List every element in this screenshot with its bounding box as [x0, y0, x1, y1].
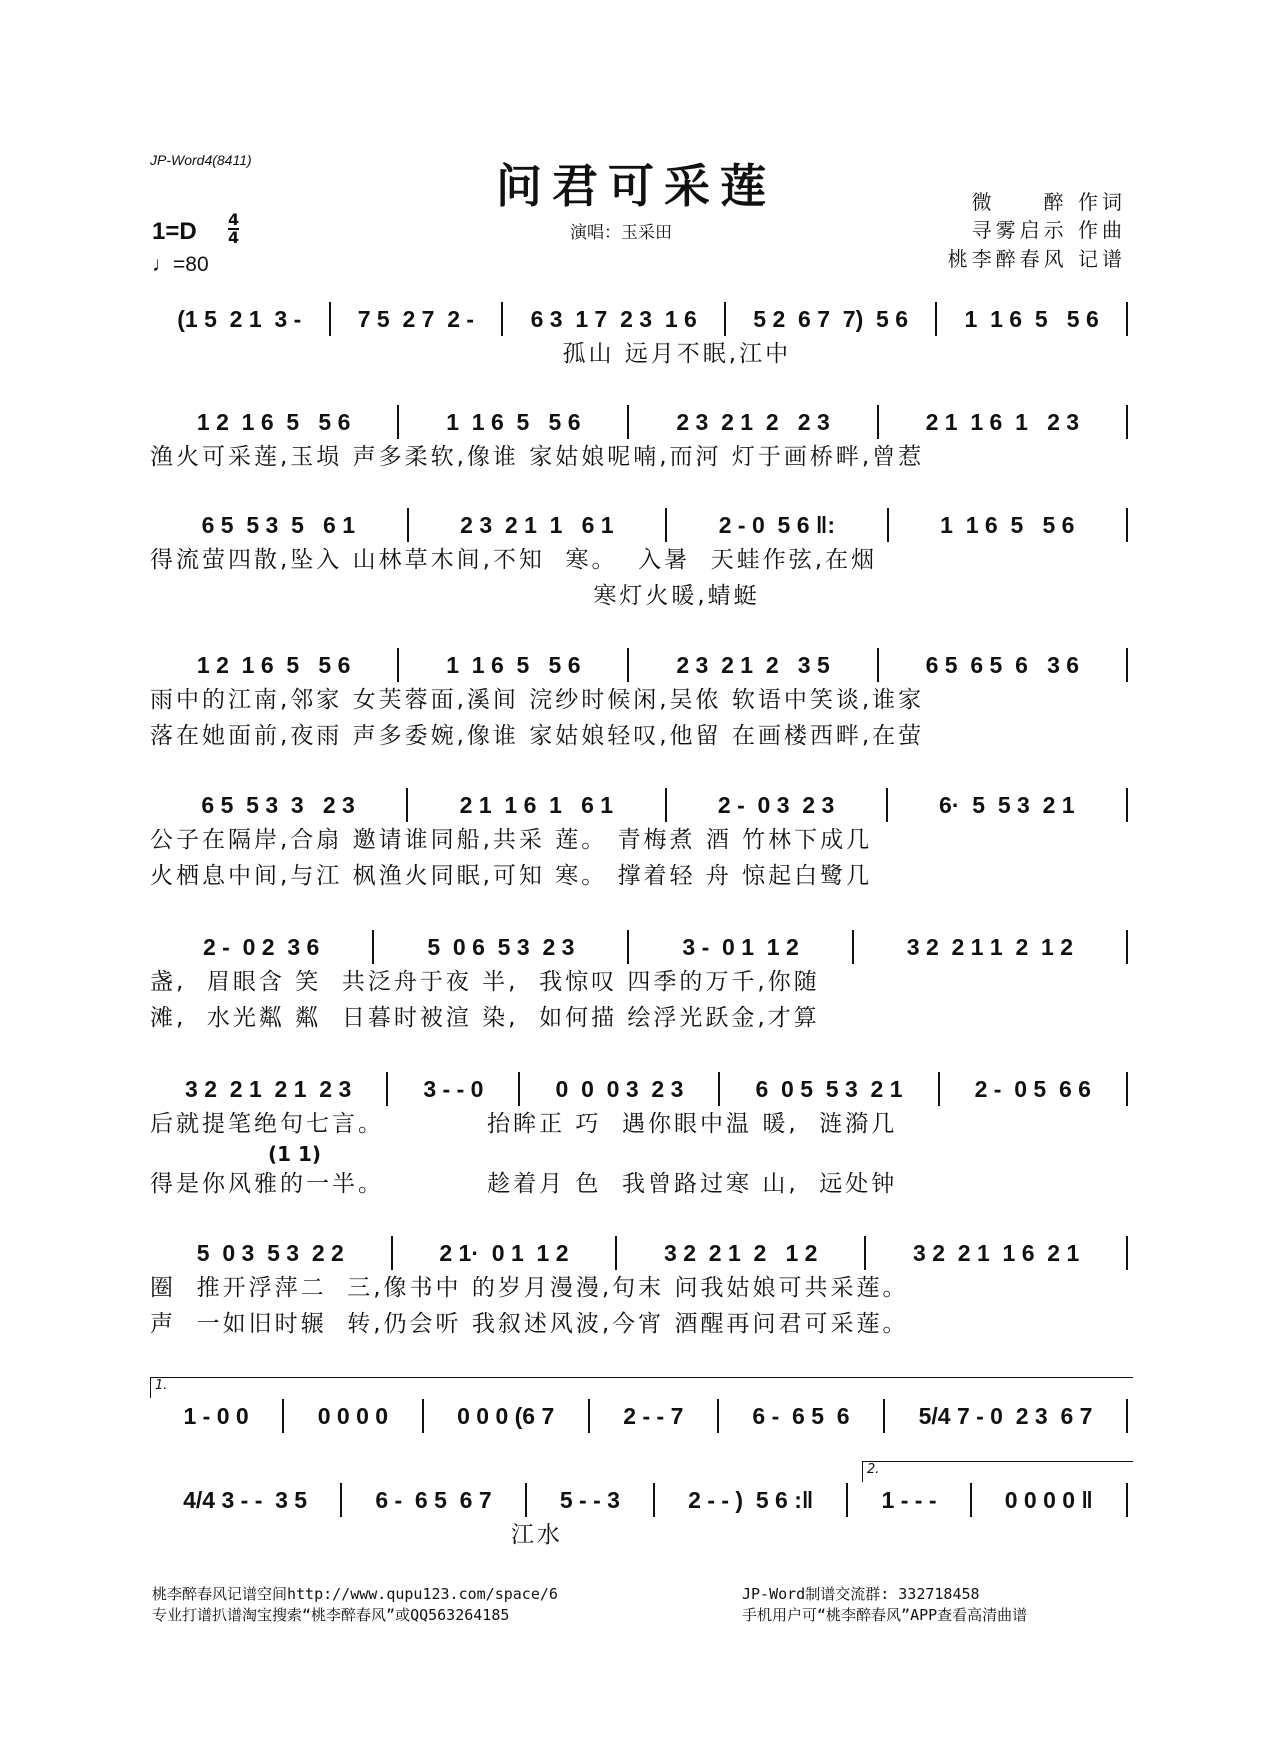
- tempo: ♩=80: [152, 253, 209, 276]
- bar-line: [1126, 1072, 1128, 1106]
- lyric-line: 得流萤四散,坠入 山林草木间,不知 寒。 入暑 天蛙作弦,在烟: [150, 547, 878, 573]
- measure: 2 - 0 5 6 6: [974, 1075, 1091, 1102]
- measure: 1 1 6 5 5 6: [446, 651, 581, 678]
- measure: 1 2 1 6 5 5 6: [196, 408, 351, 435]
- measure: 6· 5 5 3 2 1: [939, 791, 1075, 818]
- score-system: [150, 788, 1128, 894]
- volta-bracket: 2.: [862, 1461, 1133, 1482]
- measure: 3 2 2 1 1 6 2 1: [913, 1239, 1080, 1266]
- measure: 3 2 2 1 1 2 1 2: [906, 933, 1074, 960]
- measure: 4/4 3 - - 3 5: [183, 1486, 308, 1513]
- composer: 寻雾启示 作曲: [971, 218, 1126, 242]
- footer-left-2: 专业打谱扒谱淘宝搜索“桃李醉春风”或QQ563264185: [152, 1606, 510, 1624]
- score-system: [150, 1236, 1128, 1342]
- measure: 1 1 6 5 5 6: [940, 511, 1075, 538]
- measure: 3 2 2 1 2 1 2: [664, 1239, 818, 1266]
- measure: 2 1· 0 1 1 2: [439, 1239, 569, 1266]
- measure: 6 5 5 3 5 6 1: [201, 511, 356, 538]
- bar-line: [1126, 788, 1128, 822]
- footer-right-1: JP-Word制谱交流群: 332718458: [742, 1585, 980, 1603]
- measure: 1 1 6 5 5 6: [446, 408, 581, 435]
- ts-bottom: 4: [228, 228, 240, 247]
- measure: 5 2 6 7 7) 5 6: [753, 305, 909, 332]
- lyricist: 微 醉 作词: [971, 190, 1126, 214]
- measure: 1 - 0 0: [183, 1402, 249, 1429]
- lyric-line: 落在她面前,夜雨 声多委婉,像谁 家姑娘轻叹,他留 在画楼西畔,在萤: [150, 723, 925, 749]
- bar-line: [1126, 405, 1128, 439]
- bar-line: [1126, 648, 1128, 682]
- bar-line: [1126, 1483, 1128, 1517]
- lyric-line: 火栖息中间,与江 枫渔火同眠,可知 寒。 撑着轻 舟 惊起白鹭几: [150, 863, 873, 889]
- time-signature: [228, 212, 239, 246]
- notes-row: [150, 1399, 1128, 1433]
- measure: 2 3 2 1 2 3 5: [676, 651, 830, 678]
- measure: 1 1 6 5 5 6: [964, 305, 1099, 332]
- alternate-notes: (1 1): [268, 1142, 322, 1166]
- measure: 0 0 0 0: [317, 1402, 389, 1429]
- measure: 3 - - 0: [423, 1075, 484, 1102]
- measure: 5/4 7 - 0 2 3 6 7: [918, 1402, 1093, 1429]
- measure: 2 - 0 5 6 ‖:: [718, 511, 836, 538]
- measure: 2 1 1 6 1 2 3: [925, 408, 1080, 435]
- lyric-line: 滩, 水光粼 粼 日暮时被渲 染, 如何描 绘浮光跃金,才算: [150, 1005, 820, 1031]
- measure: 2 - - 7: [623, 1402, 684, 1429]
- score-system: [150, 1072, 1128, 1202]
- measure: 5 0 3 5 3 2 2: [196, 1239, 344, 1266]
- measure: 5 0 6 5 3 2 3: [427, 933, 575, 960]
- bar-line: [1126, 930, 1128, 964]
- measure: 2 - 0 3 2 3: [717, 791, 835, 818]
- score-system: [150, 1462, 1128, 1553]
- measure: 0 0 0 3 2 3: [555, 1075, 684, 1102]
- measure: 5 - - 3: [559, 1486, 620, 1513]
- notes-row: [150, 1236, 1128, 1270]
- measure: (1 5 2 1 3 -: [177, 305, 302, 332]
- lyric-line: 声 一如旧时辗 转,仍会听 我叙述风波,今宵 酒醒再问君可采莲。: [150, 1311, 909, 1337]
- score-system: [150, 648, 1128, 754]
- score-system: [150, 405, 1128, 475]
- measure: 1 - - -: [881, 1486, 937, 1513]
- lyric-line: 江水: [150, 1522, 563, 1548]
- measure: 2 3 2 1 2 2 3: [676, 408, 830, 435]
- notes-row: [150, 508, 1128, 542]
- measure: 0 0 0 (6 7: [457, 1402, 555, 1429]
- measure: 2 - 0 2 3 6: [203, 933, 320, 960]
- bar-line: [1126, 508, 1128, 542]
- score-system: [150, 1378, 1128, 1469]
- measure: 6 3 1 7 2 3 1 6: [530, 305, 697, 332]
- score-system: [150, 508, 1128, 614]
- measure: 2 3 2 1 1 6 1: [460, 511, 614, 538]
- bar-line: [1126, 302, 1128, 336]
- measure: 6 5 6 5 6 3 6: [925, 651, 1080, 678]
- score-system: [150, 930, 1128, 1036]
- measure: 2 - - ) 5 6 :‖: [688, 1486, 814, 1513]
- lyric-line: 雨中的江南,邻家 女芙蓉面,溪间 浣纱时候闲,吴侬 软语中笑谈,谁家: [150, 687, 925, 713]
- measure: 1 2 1 6 5 5 6: [196, 651, 351, 678]
- footer-left-1: 桃李醉春风记谱空间http://www.qupu123.com/space/6: [152, 1585, 558, 1603]
- lyric-line: 盏, 眉眼含 笑 共泛舟于夜 半, 我惊叹 四季的万千,你随: [150, 969, 820, 995]
- measure: 6 5 5 3 3 2 3: [201, 791, 355, 818]
- notes-row: [150, 405, 1128, 439]
- measure: 3 2 2 1 2 1 2 3: [185, 1075, 352, 1102]
- song-title: 问君可采莲: [496, 159, 776, 213]
- notes-row: [150, 1483, 1128, 1517]
- lyric-line: 寒灯火暖,蜻蜓: [150, 583, 760, 609]
- software-version: JP-Word4(8411): [150, 152, 252, 168]
- measure: 0 0 0 0 ‖: [1004, 1486, 1093, 1513]
- notes-row: [150, 648, 1128, 682]
- transcriber: 桃李醉春风 记谱: [947, 247, 1126, 271]
- lyric-line: 后就提笔绝句七言。 抬眸正 巧 遇你眼中温 暖, 涟漪几: [150, 1111, 898, 1137]
- lyric-line: 得是你风雅的一半。 趁着月 色 我曾路过寒 山, 远处钟: [150, 1171, 898, 1197]
- singer: 演唱：玉采田: [570, 223, 672, 243]
- volta-bracket: 1.: [150, 1377, 1133, 1398]
- ts-top: 4: [228, 210, 240, 229]
- footer-right-2: 手机用户可“桃李醉春风”APP查看高清曲谱: [742, 1606, 1028, 1624]
- measure: 7 5 2 7 2 -: [357, 305, 475, 332]
- measure: 6 - 6 5 6 7: [375, 1486, 492, 1513]
- notes-row: [150, 930, 1128, 964]
- bar-line: [1126, 1236, 1128, 1270]
- notes-row: [150, 788, 1128, 822]
- measure: 2 1 1 6 1 6 1: [459, 791, 614, 818]
- measure: 6 - 6 5 6: [752, 1402, 850, 1429]
- measure: 6 0 5 5 3 2 1: [755, 1075, 903, 1102]
- notes-row: [150, 302, 1128, 336]
- lyric-line: 公子在隔岸,合扇 邀请谁同船,共采 莲。 青梅煮 酒 竹林下成几: [150, 827, 873, 853]
- notes-row: [150, 1072, 1128, 1106]
- lyric-line: 圈 推开浮萍二 三,像书中 的岁月漫漫,句末 问我姑娘可共采莲。: [150, 1275, 909, 1301]
- measure: 3 - 0 1 1 2: [682, 933, 799, 960]
- bar-line: [1126, 1399, 1128, 1433]
- lyric-line: 孤山 远月不眠,江中: [150, 341, 792, 367]
- lyric-line: 渔火可采莲,玉埙 声多柔软,像谁 家姑娘呢喃,而河 灯于画桥畔,曾惹: [150, 444, 925, 470]
- key-signature: 1=D: [152, 218, 197, 245]
- score-system: [150, 302, 1128, 372]
